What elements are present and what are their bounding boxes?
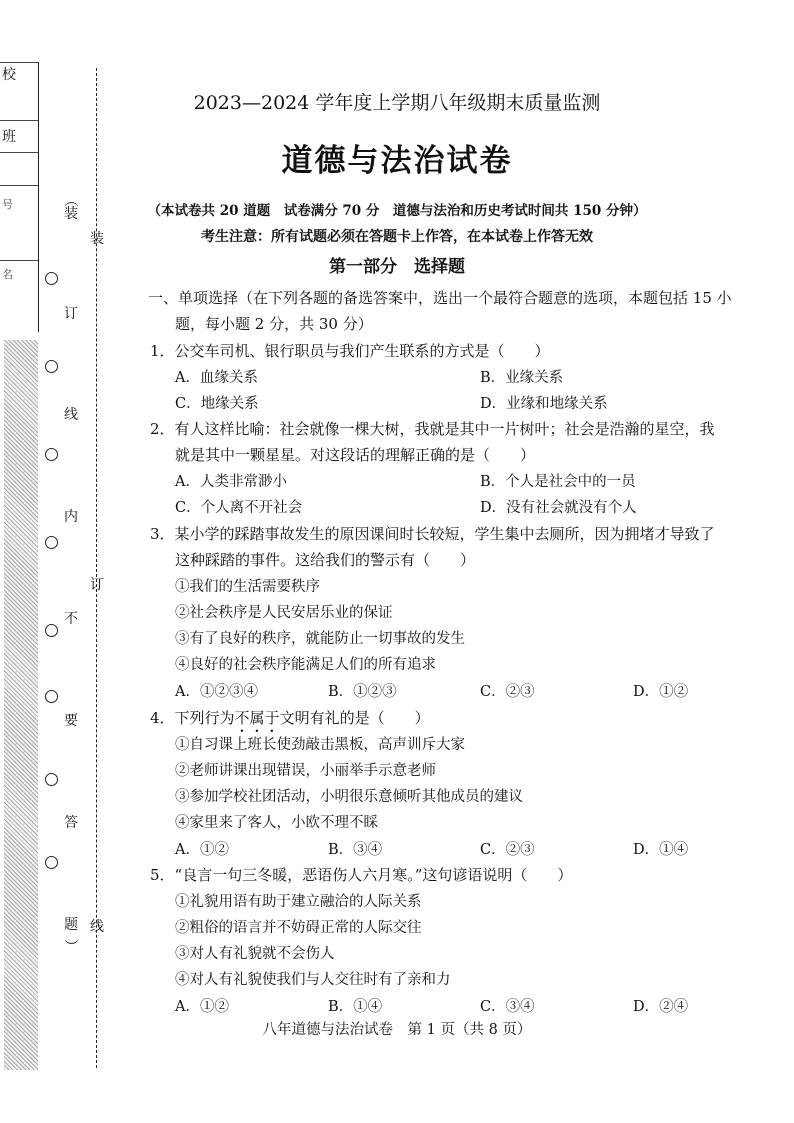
section-instruction: 一、单项选择（在下列各题的备选答案中，选出一个最符合题意的选项，本题包括 15 小 xyxy=(148,289,732,307)
binding-hole-circle xyxy=(45,624,58,637)
binding-hole-circle xyxy=(45,690,58,703)
question-5-item-3: ③对人有礼貌就不会伤人 xyxy=(175,946,335,962)
number-label: 号 xyxy=(2,198,13,211)
warning-word: 装 xyxy=(64,206,78,222)
question-2-option-d: D．没有社会就没有个人 xyxy=(480,500,637,516)
info-divider xyxy=(0,120,38,121)
question-4-stem-pre: 4．下列行为 xyxy=(150,709,235,727)
warning-word: 内 xyxy=(64,509,78,525)
binding-strip xyxy=(4,340,38,1070)
question-3-option-c: C．②③ xyxy=(480,684,535,700)
warning-word: 不 xyxy=(64,611,78,627)
question-4-stem-emphasis: 不属于 xyxy=(234,709,280,727)
binding-hole-circle xyxy=(45,360,58,373)
name-label: 名 xyxy=(2,268,13,281)
question-2-option-a: A．人类非常渺小 xyxy=(175,474,287,490)
question-2-stem-cont: 就是其中一颗星星。对这段话的理解正确的是（ ） xyxy=(175,446,536,464)
question-5-option-a: A．①② xyxy=(175,999,229,1015)
question-5-option-d: D．②④ xyxy=(633,999,689,1015)
question-2-stem: 2．有人这样比喻：社会就像一棵大树，我就是其中一片树叶；社会是浩瀚的星空，我 xyxy=(150,420,715,438)
question-3-option-b: B．①②③ xyxy=(328,684,397,700)
binding-hole-circle xyxy=(45,856,58,869)
binding-word: 线 xyxy=(90,919,104,935)
school-label: 校 xyxy=(2,67,16,83)
info-divider xyxy=(0,185,38,186)
question-5-option-c: C．③④ xyxy=(480,999,535,1015)
binding-word: 装 xyxy=(90,231,104,247)
question-2-option-c: C．个人离不开社会 xyxy=(175,500,303,516)
binding-word: 订 xyxy=(90,577,104,593)
question-4-option-c: C．②③ xyxy=(480,842,535,858)
question-4-item-2: ②老师讲课出现错误，小丽举手示意老师 xyxy=(175,763,436,779)
question-4-item-4: ④家里来了客人，小欧不理不睬 xyxy=(175,815,378,831)
question-4-item-1: ①自习课上班长使劲敲击黑板，高声训斥大家 xyxy=(175,737,465,753)
question-3-item-4: ④良好的社会秩序能满足人们的所有追求 xyxy=(175,657,436,673)
warning-word: 题 xyxy=(64,917,78,933)
question-1-option-b: B．业缘关系 xyxy=(480,370,564,386)
exam-subtitle: 2023—2024 学年度上学期八年级期末质量监测 xyxy=(193,92,601,114)
binding-hole-circle xyxy=(45,448,58,461)
question-3-item-3: ③有了良好的秩序，就能防止一切事故的发生 xyxy=(175,631,465,647)
question-3-item-1: ①我们的生活需要秩序 xyxy=(175,579,320,595)
question-4-option-b: B．③④ xyxy=(328,842,383,858)
question-1-option-a: A．血缘关系 xyxy=(175,370,258,386)
question-1-stem: 1．公交车司机、银行职员与我们产生联系的方式是（ ） xyxy=(150,342,550,360)
question-3-option-a: A．①②③④ xyxy=(175,684,258,700)
question-5-item-1: ①礼貌用语有助于建立融洽的人际关系 xyxy=(175,894,422,910)
question-2-option-b: B．个人是社会中的一员 xyxy=(480,474,636,490)
question-5-option-b: B．①④ xyxy=(328,999,383,1015)
page-footer: 八年道德与法治试卷 第 1 页（共 8 页） xyxy=(262,1022,532,1038)
warning-close-paren: ） xyxy=(62,939,78,953)
question-4-stem-post: 文明有礼的是（ ） xyxy=(279,709,430,727)
warning-word: 订 xyxy=(64,306,78,322)
question-3-item-2: ②社会秩序是人民安居乐业的保证 xyxy=(175,605,393,621)
exam-attention-note: 考生注意：所有试题必须在答题卡上作答，在本试卷上作答无效 xyxy=(201,229,593,245)
warning-word: 答 xyxy=(64,815,78,831)
question-1-option-c: C．地缘关系 xyxy=(175,396,259,412)
question-5-item-2: ②粗俗的语言并不妨碍正常的人际交往 xyxy=(175,920,422,936)
question-4-stem xyxy=(150,707,430,736)
warning-open-paren: （ xyxy=(62,193,78,207)
question-3-stem: 3．某小学的踩踏事故发生的原因课间时长较短，学生集中去厕所，因为拥堵才导致了 xyxy=(150,525,715,543)
question-3-option-d: D．①② xyxy=(633,684,689,700)
question-1-option-d: D．业缘和地缘关系 xyxy=(480,396,608,412)
part-heading: 第一部分 选择题 xyxy=(329,257,465,277)
exam-title: 道德与法治试卷 xyxy=(281,143,513,179)
question-3-stem-cont: 这种踩踏的事件。这给我们的警示有（ ） xyxy=(175,551,476,569)
question-4-option-d: D．①④ xyxy=(633,842,689,858)
exam-info-note: （本试卷共 20 道题 试卷满分 70 分 道德与法治和历史考试时间共 150 分钟） xyxy=(147,203,647,219)
question-5-stem: 5．“良言一句三冬暖，恶语伤人六月寒。”这句谚语说明（ ） xyxy=(150,866,573,884)
warning-word: 线 xyxy=(64,407,78,423)
class-label: 班 xyxy=(2,129,16,145)
info-divider xyxy=(0,62,38,63)
warning-word: 要 xyxy=(64,713,78,729)
question-4-option-a: A．①② xyxy=(175,842,229,858)
binding-hole-circle xyxy=(45,773,58,786)
binding-hole-circle xyxy=(45,536,58,549)
section-instruction-cont: 题，每小题 2 分，共 30 分） xyxy=(175,315,373,333)
question-5-item-4: ④对人有礼貌使我们与人交往时有了亲和力 xyxy=(175,972,451,988)
question-4-item-3: ③参加学校社团活动，小明很乐意倾听其他成员的建议 xyxy=(175,789,523,805)
